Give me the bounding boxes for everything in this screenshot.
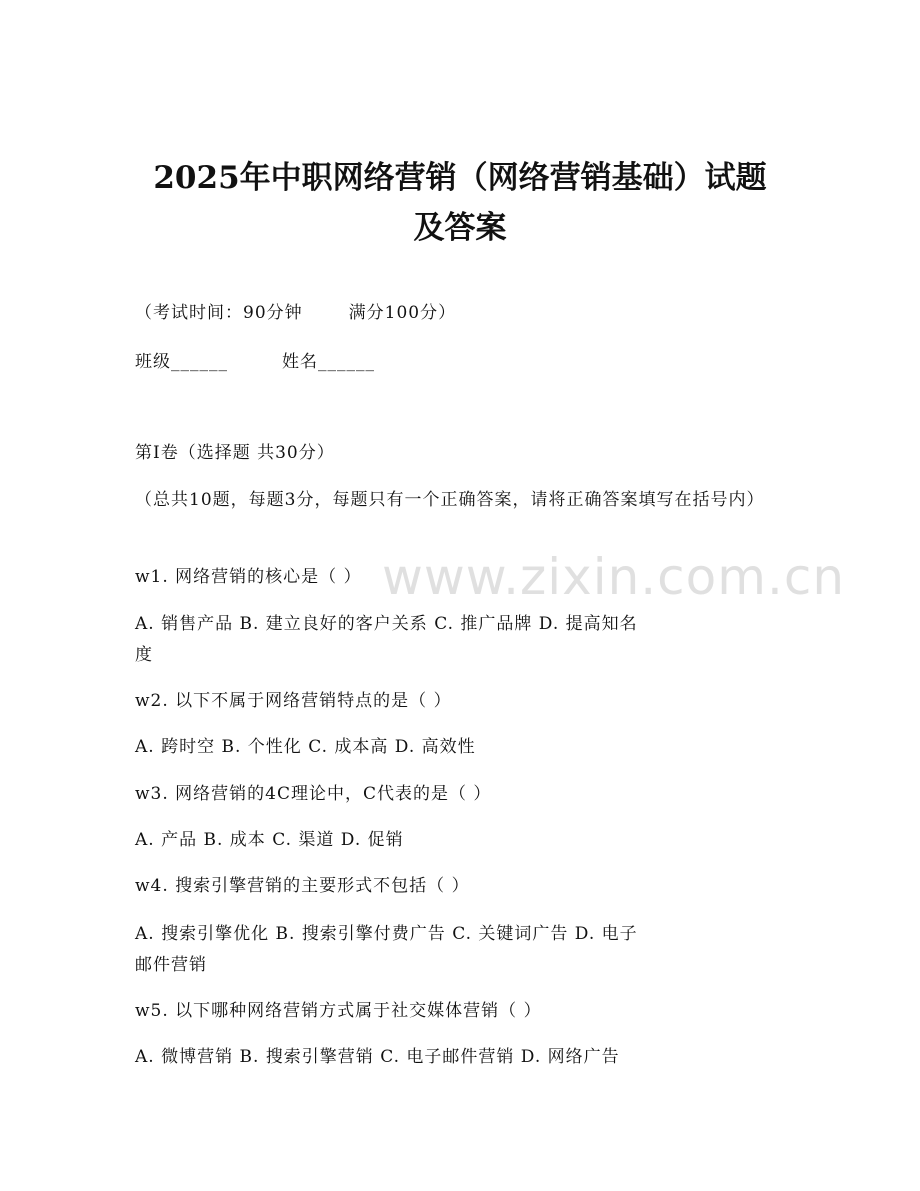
question-2-options: A. 跨时空 B. 个性化 C. 成本高 D. 高效性 — [135, 737, 476, 757]
question-5-stem: w5. 以下哪种网络营销方式属于社交媒体营销（ ） — [135, 1001, 542, 1021]
question-4-options-cont: 邮件营销 — [135, 955, 207, 975]
exam-time: （考试时间：90分钟 — [135, 303, 303, 323]
exam-score: 满分100分） — [348, 303, 457, 323]
question-1-options-cont: 度 — [135, 645, 153, 665]
question-3-options: A. 产品 B. 成本 C. 渠道 D. 促销 — [135, 830, 404, 850]
class-field-label: 班级______ — [135, 352, 228, 372]
question-1-stem: w1. 网络营销的核心是（ ） — [135, 567, 362, 587]
section-title: 第I卷（选择题 共30分） — [135, 443, 335, 463]
question-1-options: A. 销售产品 B. 建立良好的客户关系 C. 推广品牌 D. 提高知名 — [135, 614, 638, 634]
student-info — [135, 347, 375, 377]
watermark: www.zixin.com.cn — [382, 548, 846, 606]
exam-info — [135, 298, 456, 328]
document-title-line-1: 2025年中职网络营销（网络营销基础）试题 — [153, 160, 767, 196]
section-instructions: （总共10题，每题3分，每题只有一个正确答案，请将正确答案填写在括号内） — [135, 490, 765, 510]
question-4-stem: w4. 搜索引擎营销的主要形式不包括（ ） — [135, 876, 470, 896]
question-3-stem: w3. 网络营销的4C理论中，C代表的是（ ） — [135, 784, 492, 804]
question-4-options: A. 搜索引擎优化 B. 搜索引擎付费广告 C. 关键词广告 D. 电子 — [135, 924, 638, 944]
question-2-stem: w2. 以下不属于网络营销特点的是（ ） — [135, 691, 452, 711]
name-field-label: 姓名______ — [282, 352, 375, 372]
question-5-options: A. 微博营销 B. 搜索引擎营销 C. 电子邮件营销 D. 网络广告 — [135, 1047, 620, 1067]
document-title-line-2: 及答案 — [413, 210, 507, 246]
